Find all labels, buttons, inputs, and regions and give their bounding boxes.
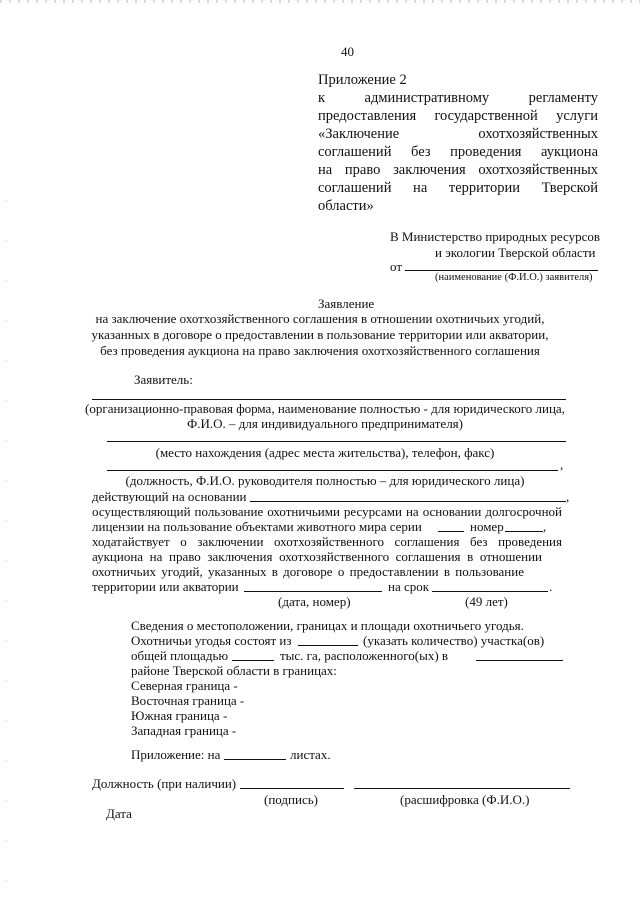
decode-caption: (расшифровка (Ф.И.О.): [400, 792, 530, 807]
district-line: [476, 660, 563, 661]
from-label: от: [390, 259, 403, 274]
caption-term: (49 лет): [465, 594, 508, 609]
details-line3b: тыс. га, расположенного(ых) в: [280, 648, 449, 663]
details-line1: Сведения о местоположении, границах и площади охотничьего угодья.: [131, 618, 524, 633]
appendix-title: Приложение 2: [318, 72, 407, 88]
signature-line: [240, 788, 344, 789]
appendix-line: предоставления государственной услуги: [318, 108, 598, 124]
area-line: [232, 660, 274, 661]
statement-line: на заключение охотхозяйственного соглашения в отношении охотничьих угодий,: [95, 311, 545, 326]
appendix-line: к административному регламенту: [318, 90, 598, 106]
date-label: Дата: [106, 806, 132, 821]
appendix-line: области»: [318, 198, 374, 214]
acting-label: действующий на основании: [92, 489, 247, 504]
body-line6a: территории или акватории: [92, 579, 239, 594]
addressee-line2: и экологии Тверской области: [435, 245, 596, 260]
position-label: Должность (при наличии): [92, 776, 237, 791]
applicant-line1: [92, 399, 566, 400]
applicant-line3: [107, 470, 558, 471]
from-caption: (наименование (Ф.И.О.) заявителя): [435, 272, 593, 283]
south-border: Южная граница -: [131, 708, 228, 723]
plots-count-line: [298, 645, 358, 646]
west-border: Западная граница -: [131, 723, 237, 738]
north-border: Северная граница -: [131, 678, 238, 693]
scan-artifact-top: [0, 0, 640, 3]
decode-line: [354, 788, 570, 789]
applicant-line2: [107, 441, 566, 442]
term-line: [432, 591, 548, 592]
appendix-line: соглашений на территории Тверской: [318, 180, 598, 196]
statement-line: без проведения аукциона на право заключения охотхозяйственного соглашения: [100, 343, 540, 358]
series-line: [438, 531, 464, 532]
body-line2a: лицензии на пользование объектами животного мира серии: [92, 519, 422, 534]
statement-line: указанных в договоре о предоставлении в пользование территории или акватории,: [91, 327, 549, 342]
details-line4: районе Тверской области в границах:: [131, 663, 337, 678]
applicant-caption1: (организационно-правовая форма, наименование полностью - для юридического лица,: [85, 401, 565, 416]
applicant-label: Заявитель:: [134, 372, 193, 387]
details-line2a: Охотничьи угодья состоят из: [131, 633, 292, 648]
applicant-caption2: (место нахождения (адрес места жительства), телефон, факс): [155, 445, 495, 460]
appendix-line: на право заключения охотхозяйственных: [318, 162, 598, 178]
acting-line: [250, 501, 566, 502]
body-line2b: номер: [470, 519, 504, 534]
page-number: 40: [341, 44, 354, 59]
sign-caption: (подпись): [264, 792, 318, 807]
body-line: охотничьих угодий, указанных в договоре о предоставлении в пользование: [92, 564, 524, 579]
details-line3a: общей площадью: [131, 648, 229, 663]
scan-artifact-left: [6, 200, 7, 900]
addressee-line1: В Министерство природных ресурсов: [390, 229, 601, 244]
body-line: аукциона на право заключения охотхозяйственного соглашения в отношении: [92, 549, 542, 564]
east-border: Восточная граница -: [131, 693, 245, 708]
body-line: осуществляющий пользование охотничьими ресурсами на основании долгосрочной: [92, 504, 562, 519]
applicant-comma: ,: [560, 457, 564, 472]
body-line2c: ,: [543, 519, 547, 534]
applicant-caption1b: Ф.И.О. – для индивидуального предпринимателя): [187, 416, 463, 431]
date-number-line: [244, 591, 382, 592]
body-line6c: .: [549, 579, 553, 594]
body-line: ходатайствует о заключении охотхозяйственного соглашения без проведения: [92, 534, 562, 549]
statement-title: Заявление: [318, 296, 375, 311]
number-line: [505, 531, 543, 532]
caption-date: (дата, номер): [278, 594, 351, 609]
attachment-label-a: Приложение: на: [131, 747, 221, 762]
attachment-label-b: листах.: [290, 747, 331, 762]
details-line2b: (указать количество) участка(ов): [363, 633, 545, 648]
body-line6b: на срок: [388, 579, 430, 594]
sheets-line: [224, 759, 286, 760]
from-line: [405, 270, 598, 271]
applicant-caption3: (должность, Ф.И.О. руководителя полностью – для юридического лица): [125, 473, 525, 488]
appendix-line: «Заключение охотхозяйственных: [318, 126, 598, 142]
acting-comma: ,: [566, 489, 570, 504]
appendix-line: соглашений без проведения аукциона: [318, 144, 598, 160]
